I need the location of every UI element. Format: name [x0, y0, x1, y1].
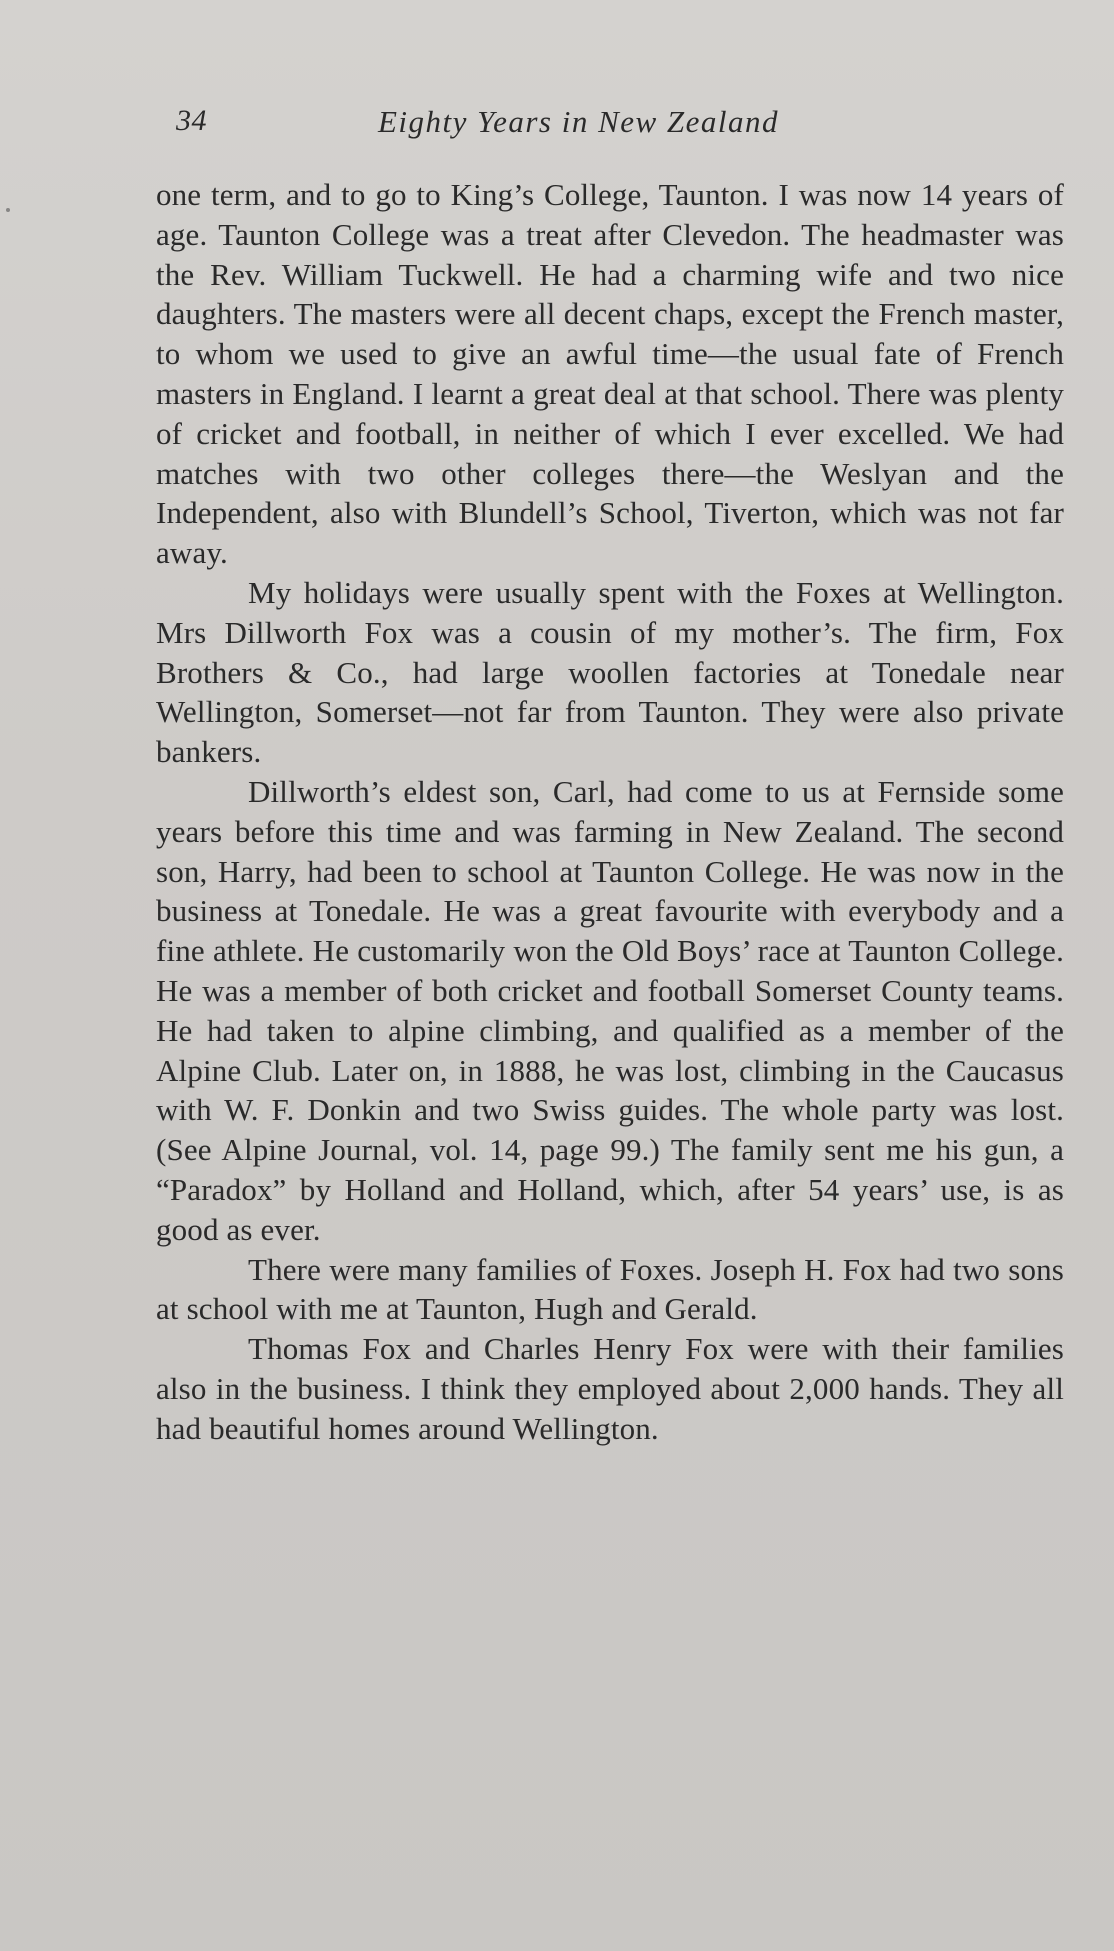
running-title: Eighty Years in New Zealand — [378, 104, 780, 139]
paragraph-1: one term, and to go to King’s College, Taunton. I was now 14 years of age. Taunton College was a treat after Clevedon. The headmaster was the Rev. William Tuckwell. He had a charming wife and two nice daughters. The masters were all decent chaps, except the French master, to whom we used to give an awful time—the usual fate of French masters in England. I learnt a great deal at that school. There was plenty of cricket and football, in neither of which I ever excelled. We had matches with two other colleges there—the Weslyan and the Independent, also with Blundell’s School, Tiverton, which was not far away. — [156, 177, 1064, 571]
page-number: 34 — [176, 104, 207, 137]
paragraph-4: There were many families of Foxes. Joseph H. Fox had two sons at school with me at Taunton, Hugh and Gerald. — [156, 1251, 1064, 1327]
body-text — [156, 175, 1064, 1449]
paper-speck — [6, 208, 10, 212]
page-header — [176, 100, 886, 150]
paragraph-3: Dillworth’s eldest son, Carl, had come to us at Fernside some years before this time and was farming in New Zealand. The second son, Harry, had been to school at Taunton College. He was now in the business at Tonedale. He was a great favourite with everybody and a fine athlete. He customarily won the Old Boys’ race at Taunton College. He was a member of both cricket and football Somerset County teams. He had taken to alpine climbing, and qualified as a member of the Alpine Club. Later on, in 1888, he was lost, climbing in the Caucasus with W. F. Donkin and two Swiss guides. The whole party was lost. (See Alpine Journal, vol. 14, page 99.) The family sent me his gun, a “Paradox” by Holland and Holland, which, after 54 years’ use, is as good as ever. — [156, 773, 1064, 1247]
paragraph-5: Thomas Fox and Charles Henry Fox were with their families also in the business. I think they employed about 2,000 hands. They all had beautiful homes around Wellington. — [156, 1331, 1064, 1446]
paragraph-2: My holidays were usually spent with the Foxes at Wellington. Mrs Dillworth Fox was a cousin of my mother’s. The firm, Fox Brothers & Co., had large woollen factories at Tonedale near Wellington, Somerset—not far from Taunton. They were also private bankers. — [156, 574, 1064, 770]
